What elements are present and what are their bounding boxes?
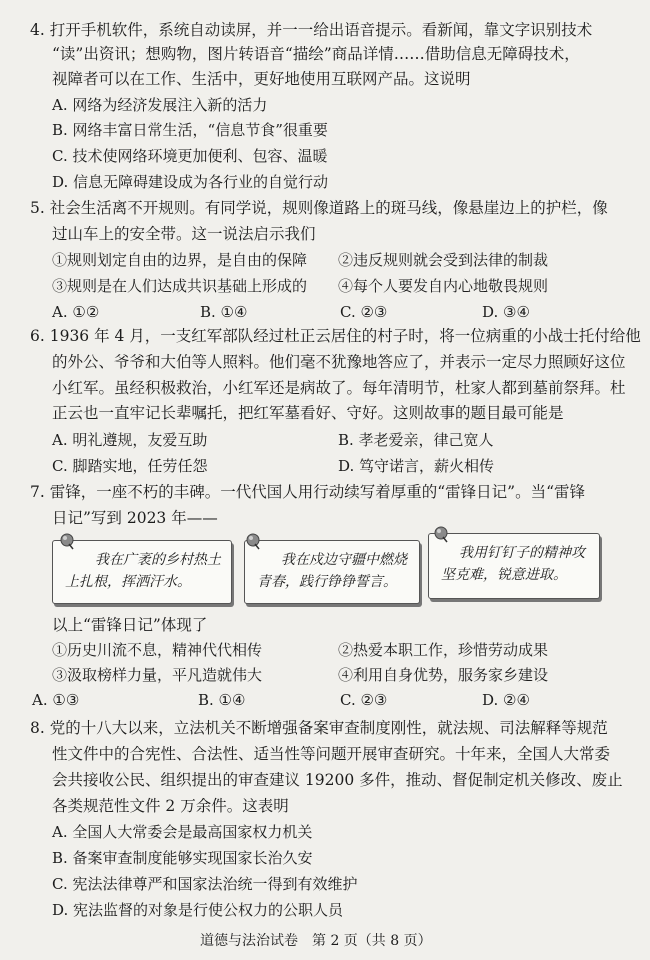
diary-card-text: 我用钉钉子的精神攻 — [459, 545, 585, 561]
q7-line: 日记”写到 2023 年—— — [52, 509, 218, 527]
q7-statement-4: ④利用自身优势，服务家乡建设 — [338, 666, 549, 684]
q6-option-c: C. 脚踏实地，任劳任怨 — [52, 457, 208, 475]
q7-option-b: B. ①④ — [198, 691, 246, 709]
q5-option-b: B. ①④ — [200, 303, 248, 321]
q8-line: 会共接收公民、组织提出的审查建议 19200 多件，推动、督促制定机关修改、废止 — [52, 771, 623, 789]
q5-line: 过山车上的安全带。这一说法启示我们 — [52, 225, 316, 243]
pushpin-icon — [432, 525, 450, 543]
q6-option-d: D. 笃守诺言，薪火相传 — [338, 457, 495, 475]
q7-statement-2: ②热爱本职工作，珍惜劳动成果 — [338, 641, 549, 659]
q6-line: 的外公、爷爷和大伯等人照料。他们毫不犹豫地答应了，并表示一定尽力照顾好这位 — [52, 353, 626, 371]
q5-statement-3: ③规则是在人们达成共识基础上形成的 — [52, 277, 308, 295]
q8-line: 性文件中的合宪性、合法性、适当性等问题开展审查研究。十年来，全国人大常委 — [52, 745, 611, 763]
q8-option-d: D. 宪法监督的对象是行使公权力的公职人员 — [52, 901, 344, 919]
page-footer: 道德与法治试卷 第 2 页（共 8 页） — [200, 933, 432, 949]
q8-line: 各类规范性文件 2 万余件。这表明 — [52, 797, 289, 815]
diary-card-text: 我在广袤的乡村热土 — [95, 552, 221, 568]
q7-statement-3: ③汲取榜样力量，平凡造就伟大 — [52, 666, 263, 684]
q7-statement-1: ①历史川流不息，精神代代相传 — [52, 641, 263, 659]
q6-option-a: A. 明礼遵规，友爱互助 — [52, 431, 208, 449]
diary-card-1 — [52, 540, 232, 604]
q7-option-a: A. ①③ — [32, 691, 80, 709]
q7-option-c: C. ②③ — [340, 691, 388, 709]
q7-lead: 以上“雷锋日记”体现了 — [52, 616, 208, 634]
q6-line: 正云也一直牢记长辈嘱托，把红军墓看好、守好。这则故事的题目最可能是 — [52, 404, 564, 422]
diary-card-text: 上扎根，挥洒汗水。 — [65, 574, 191, 590]
q4-line: 视障者可以在工作、生活中，更好地使用互联网产品。这说明 — [52, 70, 471, 88]
q8-line: 8. 党的十八大以来，立法机关不断增强备案审查制度刚性，就法规、司法解释等规范 — [30, 719, 608, 737]
diary-card-2 — [244, 540, 420, 604]
pushpin-icon — [58, 532, 76, 550]
q4-option-a: A. 网络为经济发展注入新的活力 — [52, 96, 268, 114]
diary-card-text: 青春，践行铮铮誓言。 — [257, 574, 397, 590]
q5-option-c: C. ②③ — [340, 303, 388, 321]
q5-line: 5. 社会生活离不开规则。有同学说，规则像道路上的斑马线，像悬崖边上的护栏，像 — [30, 199, 608, 217]
q5-statement-1: ①规则划定自由的边界，是自由的保障 — [52, 251, 308, 269]
q6-option-b: B. 孝老爱亲，律己宽人 — [338, 431, 494, 449]
q4-line: “读”出资讯；想购物，图片转语音“描绘”商品详情……借助信息无障碍技术， — [52, 45, 580, 63]
diary-card-text: 我在戍边守疆中燃烧 — [281, 552, 407, 568]
q4-line: 4. 打开手机软件，系统自动读屏，并一一给出语音提示。看新闻，靠文字识别技术 — [30, 21, 593, 39]
q8-option-b: B. 备案审查制度能够实现国家长治久安 — [52, 849, 313, 867]
q6-line: 小红军。虽经积极救治，小红军还是病故了。每年清明节，杜家人都到墓前祭拜。杜 — [52, 379, 626, 397]
q5-option-a: A. ①② — [52, 303, 100, 321]
q4-option-c: C. 技术使网络环境更加便利、包容、温暖 — [52, 147, 328, 165]
q4-option-b: B. 网络丰富日常生活，“信息节食”很重要 — [52, 121, 328, 139]
pushpin-icon — [244, 532, 262, 550]
diary-card-text: 坚克难，锐意进取。 — [441, 567, 567, 583]
diary-card-3 — [428, 533, 600, 599]
q5-statement-2: ②违反规则就会受到法律的制裁 — [338, 251, 549, 269]
q5-option-d: D. ③④ — [482, 303, 530, 321]
q8-option-c: C. 宪法法律尊严和国家法治统一得到有效维护 — [52, 875, 358, 893]
q7-option-d: D. ②④ — [482, 691, 530, 709]
q4-option-d: D. 信息无障碍建设成为各行业的自觉行动 — [52, 173, 329, 191]
q7-line: 7. 雷锋，一座不朽的丰碑。一代代国人用行动续写着厚重的“雷锋日记”。当“雷锋 — [30, 483, 585, 501]
q6-line: 6. 1936 年 4 月，一支红军部队经过杜正云居住的村子时，将一位病重的小战士托付给他 — [30, 327, 641, 345]
q8-option-a: A. 全国人大常委会是最高国家权力机关 — [52, 823, 313, 841]
q5-statement-4: ④每个人要发自内心地敬畏规则 — [338, 277, 549, 295]
